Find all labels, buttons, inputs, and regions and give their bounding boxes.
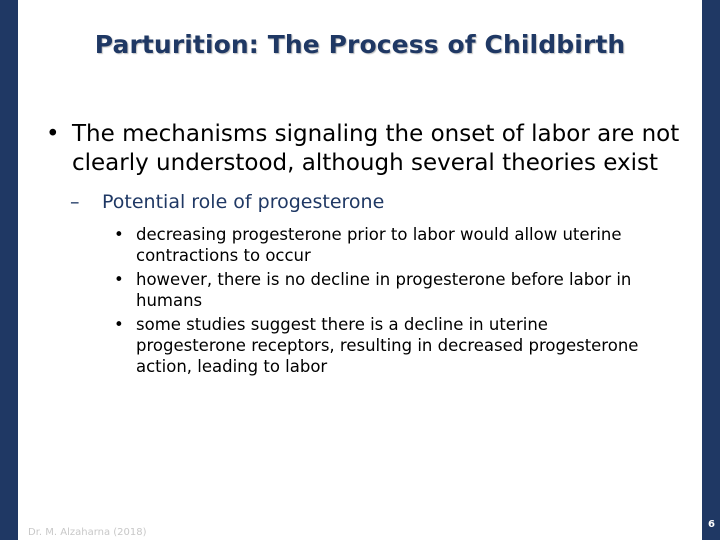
page-number: 6: [708, 519, 715, 530]
right-side-bar: [702, 0, 720, 540]
bullet-dot-icon: •: [114, 225, 124, 244]
list-item: [30, 314, 690, 377]
footer-author: Dr. M. Alzaharna (2018): [28, 527, 147, 538]
bullet-dot-icon: •: [114, 270, 124, 289]
sub-sub-bullet-list: [30, 224, 690, 377]
sub-bullet-text: Potential role of progesterone: [102, 191, 385, 213]
slide-title: Parturition: The Process of Childbirth: [94, 30, 626, 59]
bullet-dot-icon: •: [46, 121, 60, 147]
list-item-text: some studies suggest there is a decline in uterine progesterone receptors, resulting in decreased progesterone action, leading to labor: [136, 315, 639, 376]
bullet-dot-icon: •: [114, 315, 124, 334]
list-item-text: decreasing progesterone prior to labor would allow uterine contractions to occur: [136, 225, 622, 265]
slide-content: [30, 120, 690, 380]
sub-bullet-item: [30, 190, 690, 214]
dash-icon: –: [70, 191, 80, 213]
list-item: [30, 224, 690, 266]
left-side-bar: [0, 0, 18, 540]
list-item-text: however, there is no decline in progesterone before labor in humans: [136, 270, 632, 310]
bullet-text: The mechanisms signaling the onset of labor are not clearly understood, although several theories exist: [72, 121, 680, 176]
bullet-item: [30, 120, 690, 178]
list-item: [30, 269, 690, 311]
